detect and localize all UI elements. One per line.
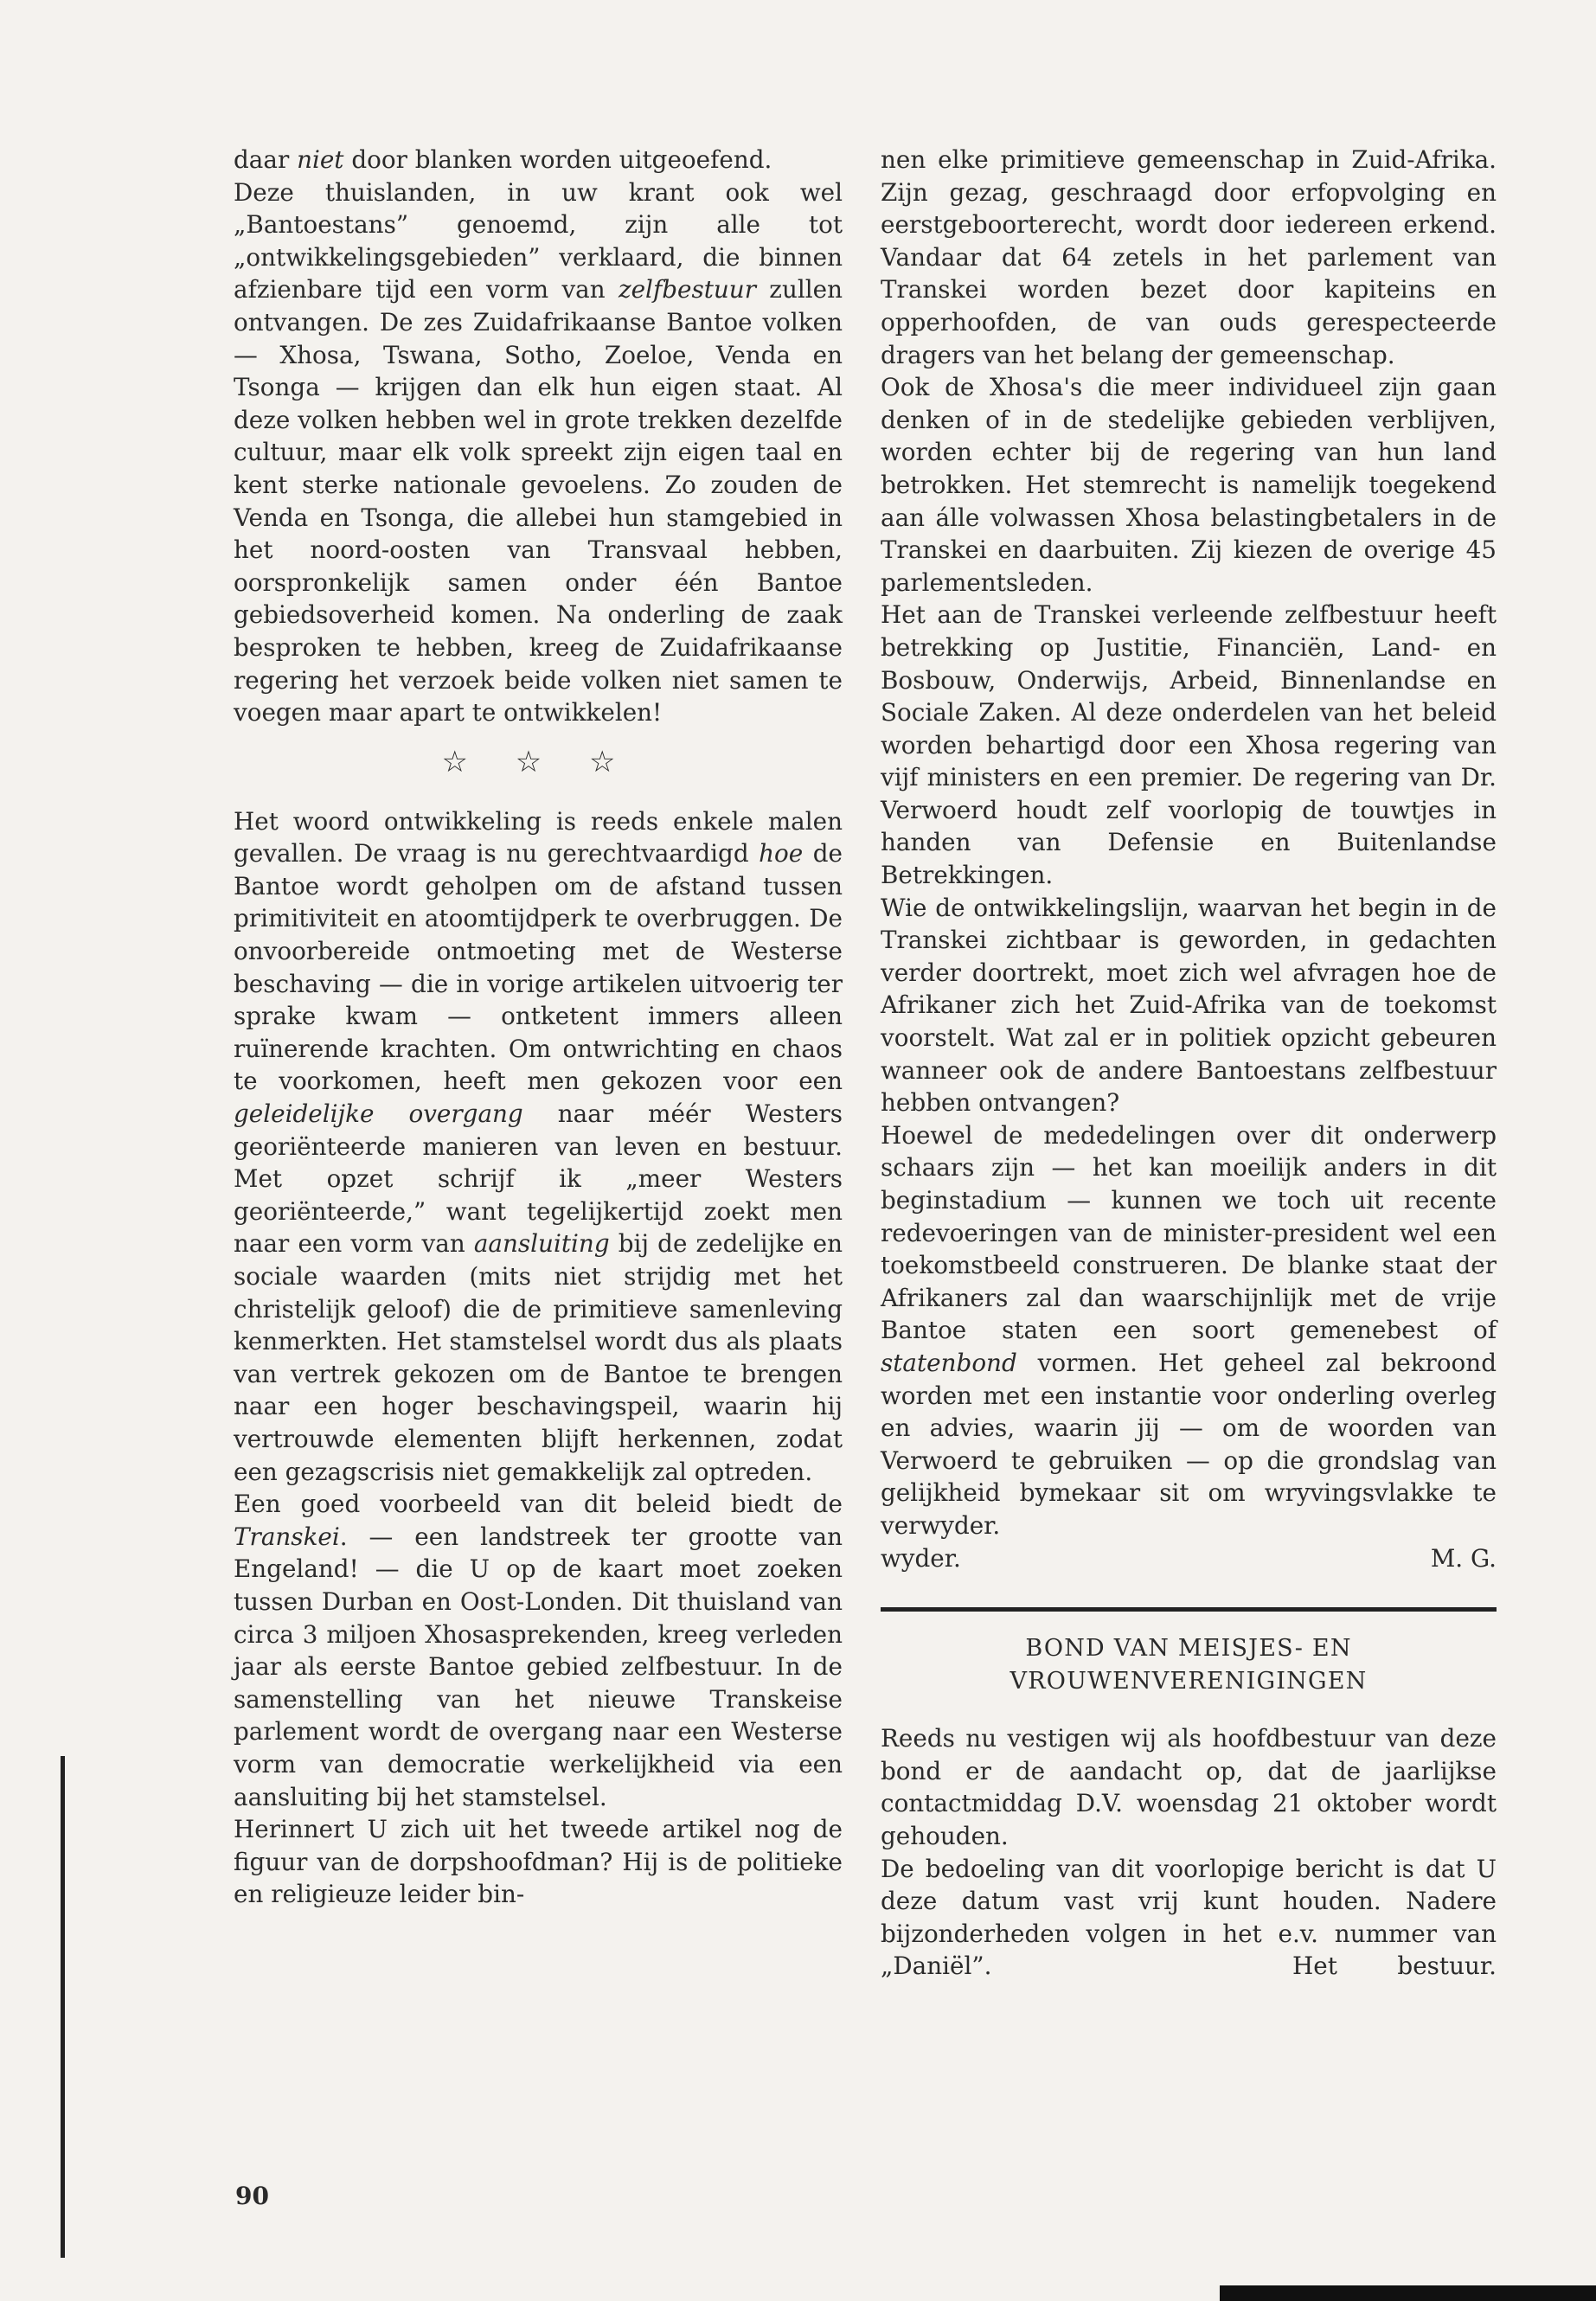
section-heading: BOND VAN MEISJES- EN VROUWENVERENIGINGEN: [1010, 1635, 1368, 1695]
signature-bestuur: Het bestuur.: [1292, 1952, 1497, 1981]
section-rule: [881, 1607, 1497, 1612]
paragraph: Hoewel de mededelingen over dit onderwerp schaars zijn — het kan moeilijk anders in dit beginstadium — kunnen we toch uit recente redevoeringen van de minister-president wel een toekomstbeeld construeren. De blanke staat der Afrikaners zal dan waarschijnlijk met de vrije Bantoe staten een soort gemenebest of statenbond vormen. Het geheel zal bekroond worden met een instantie voor onderling overleg en advies, waarin jij — om de woorden van Verwoerd te gebruiken — op die grondslag van gelijkheid bymekaar sit om wryvingsvlakke te verwyder.: [881, 1120, 1497, 1540]
author-initials: M. G.: [1430, 1543, 1497, 1573]
paragraph: daar niet door blanken worden uitgeoefend.: [234, 145, 772, 174]
page-edge-shadow-bottom: [1220, 2285, 1596, 2301]
paragraph: Reeds nu vestigen wij als hoofdbestuur van deze bond er de aandacht op, dat de jaarlijkse contactmiddag D.V. woensdag 21 oktober wordt gehouden.: [881, 1724, 1497, 1850]
paragraph: Het woord ontwikkeling is reeds enkele malen gevallen. De vraag is nu gerechtvaardigd hoe de Bantoe wordt geholpen om de afstand tussen primitiviteit en atoomtijdperk te overbruggen. De onvoorbereide ontmoeting met de Westerse beschaving — die in vorige artikelen uitvoerig ter sprake kwam — ontketent immers alleen ruïnerende krachten. Om ontwrichting en chaos te voorkomen, heeft men gekozen voor een geleidelijke overgang naar méér Westers georiënteerde manieren van leven en bestuur. Met opzet schrijf ik „meer Westers georiënteerde,” want tegelijkertijd zoekt men naar een vorm van aansluiting bij de zedelijke en sociale waarden (mits niet strijdig met het christelijk geloof) die de primitieve samenleving kenmerkten. Het stamstelsel wordt dus als plaats van vertrek gekozen om de Bantoe te brengen naar een hoger beschavingspeil, waarin hij vertrouwde elementen blijft herkennen, zodat een gezagscrisis niet gemakkelijk zal optreden.: [234, 806, 843, 1486]
section-divider-stars: ☆ ☆ ☆: [441, 744, 635, 779]
page-number: 90: [235, 2182, 269, 2210]
page-edge-shadow: [61, 1756, 65, 2258]
right-column: [881, 144, 1497, 1983]
paragraph: Wie de ontwikkelingslijn, waarvan het begin in de Transkei zichtbaar is geworden, in gedachten verder doortrekt, moet zich wel afvragen hoe de Afrikaner zich het Zuid-Afrika van de toekomst voorstelt. Wat zal er in politiek opzicht gebeuren wanneer ook de andere Bantoestans zelfbestuur hebben ontvangen?: [881, 893, 1497, 1118]
paragraph: De bedoeling van dit voorlopige bericht is dat U deze datum vast vrij kunt houden. Nadere bijzonderheden volgen in het e.v. nummer van „Daniël”. Het bestuur.: [881, 1854, 1497, 1981]
signature-line: wyder. M. G.: [881, 1542, 1497, 1575]
paragraph: nen elke primitieve gemeenschap in Zuid-Afrika. Zijn gezag, geschraagd door erfopvolging en eerstgeboorterecht, wordt door iedereen erkend. Vandaar dat 64 zetels in het parlement van Transkei worden bezet door kapiteins en opperhoofden, de van ouds gerespecteerde dragers van het belang der gemeenschap.: [881, 145, 1497, 369]
paragraph: Deze thuislanden, in uw krant ook wel „Bantoestans” genoemd, zijn alle tot „ontwikkelingsgebieden” verklaard, die binnen afzienbare tijd een vorm van zelfbestuur zullen ontvangen. De zes Zuidafrikaanse Bantoe volken — Xhosa, Tswana, Sotho, Zoeloe, Venda en Tsonga — krijgen dan elk hun eigen staat. Al deze volken hebben wel in grote trekken dezelfde cultuur, maar elk volk spreekt zijn eigen taal en kent sterke nationale gevoelens. Zo zouden de Venda en Tsonga, die allebei hun stamgebied in het noord-oosten van Transvaal hebben, oorspronkelijk samen onder één Bantoe gebiedsoverheid komen. Na onderling de zaak besproken te hebben, kreeg de Zuidafrikaanse regering het verzoek beide volken niet samen te voegen maar apart te ontwikkelen!: [234, 177, 843, 727]
paragraph: Het aan de Transkei verleende zelfbestuur heeft betrekking op Justitie, Financiën, Land- en Bosbouw, Onderwijs, Arbeid, Binnenlandse en Sociale Zaken. Al deze onderdelen van het beleid worden behartigd door een Xhosa regering van vijf ministers en een premier. De regering van Dr. Verwoerd houdt zelf voorlopig de touwtjes in handen van Defensie en Buitenlandse Betrekkingen.: [881, 600, 1497, 890]
left-column: [234, 144, 843, 1911]
paragraph: Een goed voorbeeld van dit beleid biedt de Transkei. — een landstreek ter grootte van Engeland! — die U op de kaart moet zoeken tussen Durban en Oost-Londen. Dit thuisland van circa 3 miljoen Xhosasprekenden, kreeg verleden jaar als eerste Bantoe gebied zelfbestuur. In de samenstelling van het nieuwe Transkeise parlement wordt de overgang naar een Westerse vorm van democratie werkelijkheid via een aansluiting bij het stamstelsel.: [234, 1490, 843, 1811]
paragraph: Herinnert U zich uit het tweede artikel nog de figuur van de dorpshoofdman? Hij is de politieke en religieuze leider bin-: [234, 1815, 843, 1909]
paragraph: Ook de Xhosa's die meer individueel zijn gaan denken of in de stedelijke gebieden verblijven, worden echter bij de regering van hun land betrokken. Het stemrecht is namelijk toegekend aan álle volwassen Xhosa belastingbetalers in de Transkei en daarbuiten. Zij kiezen de overige 45 parlementsleden.: [881, 373, 1497, 597]
